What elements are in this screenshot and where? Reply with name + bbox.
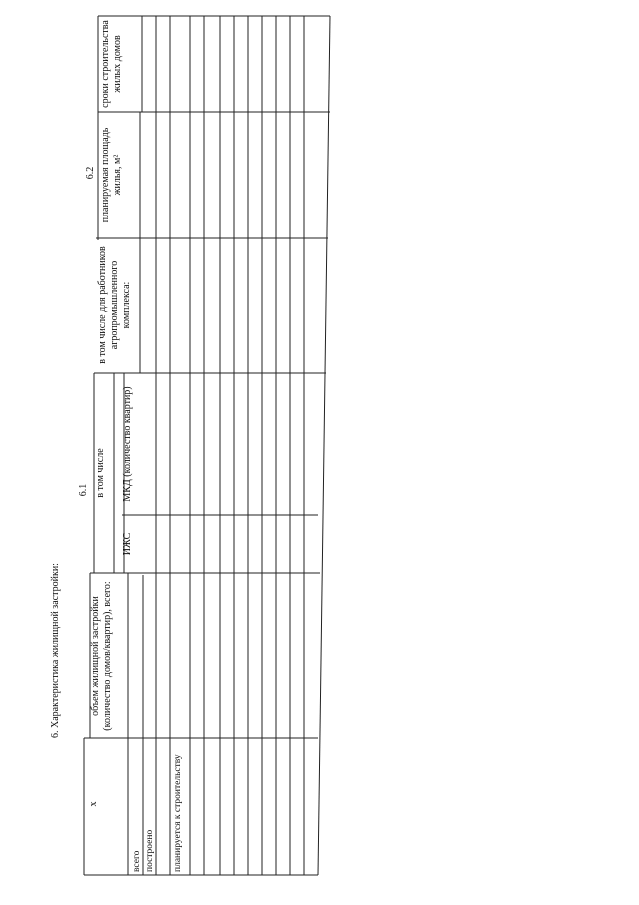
col-agro-line2: агропромышленного [109, 260, 120, 350]
table-border [318, 16, 330, 875]
col-terms-line2: жилых домов [112, 35, 123, 93]
col-izhs: ИЖС [122, 532, 133, 556]
col-volume-line1: объем жилищной застройки [90, 596, 101, 716]
row-label-planned: планируется к строительству [173, 754, 183, 872]
col-area-line2: жилья, м² [112, 154, 123, 196]
col-mkd: МКД (количество квартир) [122, 386, 133, 502]
row-label-total: всего [132, 850, 142, 872]
row-label-built: построено [145, 829, 155, 872]
col-agro-line1: в том числе для работников [97, 246, 108, 364]
col-terms-line1: сроки строительства [100, 20, 111, 108]
col-area-line1: планируемая площадь [100, 127, 111, 223]
group-label-6-2: 6.2 [85, 166, 96, 180]
col-including: в том числе [95, 448, 106, 498]
section-heading: 6. Характеристика жилищной застройки: [50, 563, 61, 738]
group-label-6-1: 6.1 [78, 483, 89, 497]
corner-cell-x: x [88, 801, 99, 807]
col-agro-line3: комплекса: [121, 281, 132, 329]
col-volume-line2: (количество домов/квартир), всего: [102, 581, 113, 731]
